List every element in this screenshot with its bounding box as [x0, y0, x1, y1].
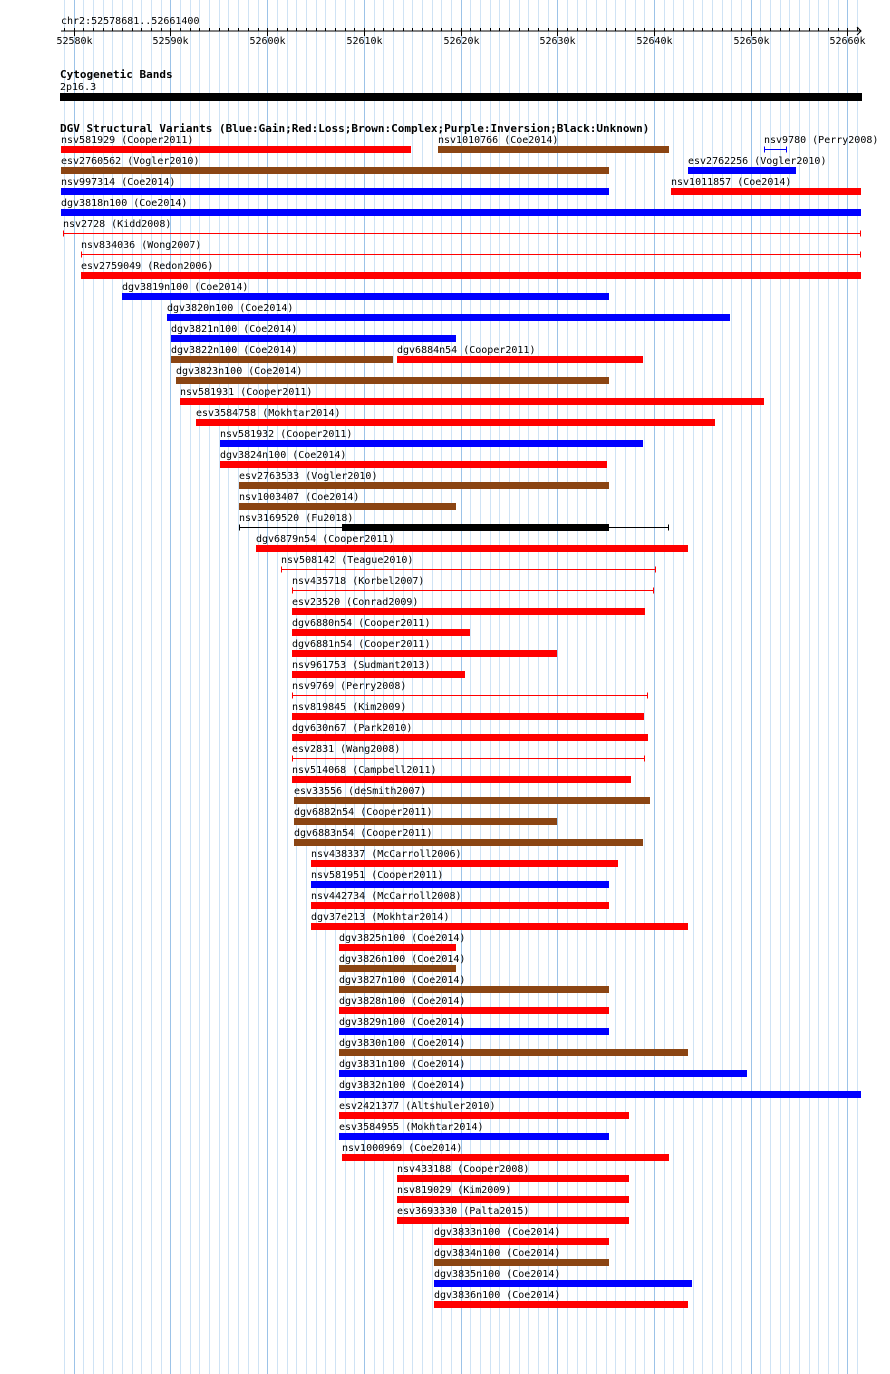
variant-label: esv2763533 (Vogler2010)	[239, 471, 378, 482]
variant-bar	[294, 818, 557, 825]
variant-bar	[339, 1112, 629, 1119]
cytoband-label: 2p16.3	[60, 82, 97, 93]
variant-label: nsv514068 (Campbell2011)	[292, 765, 437, 776]
variant-feature[interactable]	[239, 492, 456, 510]
variant-label: dgv3822n100 (Coe2014)	[171, 345, 298, 356]
variant-label: dgv630n67 (Park2010)	[292, 723, 413, 734]
variant-label: dgv6884n54 (Cooper2011)	[397, 345, 536, 356]
variant-feature[interactable]	[122, 282, 609, 300]
variant-feature[interactable]	[397, 1185, 629, 1203]
variant-feature[interactable]	[434, 1227, 609, 1245]
variant-feature[interactable]	[176, 366, 609, 384]
variant-label: dgv6882n54 (Cooper2011)	[294, 807, 433, 818]
ruler-tick-label: 52640k	[636, 36, 673, 47]
variant-bar	[292, 776, 631, 783]
variant-label: nsv581932 (Cooper2011)	[220, 429, 353, 440]
variant-label: dgv3823n100 (Coe2014)	[176, 366, 303, 377]
variant-feature[interactable]	[339, 996, 609, 1014]
variant-label: nsv581931 (Cooper2011)	[180, 387, 313, 398]
variant-feature[interactable]	[397, 1164, 629, 1182]
variant-label: dgv3832n100 (Coe2014)	[339, 1080, 466, 1091]
variant-feature[interactable]	[239, 471, 609, 489]
variant-feature[interactable]	[292, 576, 654, 594]
ruler-tick-label: 52610k	[346, 36, 383, 47]
variant-label: esv2421377 (Altshuler2010)	[339, 1101, 496, 1112]
variant-feature[interactable]	[171, 324, 456, 342]
variant-label: nsv9769 (Perry2008)	[292, 681, 407, 692]
variant-label: dgv3819n100 (Coe2014)	[122, 282, 249, 293]
variant-feature[interactable]	[434, 1269, 692, 1287]
variant-bar	[397, 1217, 629, 1224]
variant-feature[interactable]	[339, 1017, 609, 1035]
variant-label: nsv2728 (Kidd2008)	[63, 219, 172, 230]
dgv-variant-list	[61, 135, 878, 1308]
variant-label: esv2831 (Wang2008)	[292, 744, 401, 755]
variant-feature[interactable]	[292, 744, 645, 762]
variant-label: dgv37e213 (Mokhtar2014)	[311, 912, 450, 923]
variant-label: dgv3836n100 (Coe2014)	[434, 1290, 561, 1301]
variant-feature[interactable]	[339, 1080, 861, 1098]
variant-feature[interactable]	[294, 807, 557, 825]
variant-bar	[311, 902, 609, 909]
variant-label: esv2762256 (Vogler2010)	[688, 156, 827, 167]
ruler-tick-label: 52600k	[249, 36, 286, 47]
variant-feature[interactable]	[292, 660, 465, 678]
variant-bar	[167, 314, 730, 321]
variant-bar	[311, 881, 609, 888]
variant-label: nsv961753 (Sudmant2013)	[292, 660, 431, 671]
variant-label: esv3584758 (Mokhtar2014)	[196, 408, 341, 419]
variant-feature[interactable]	[438, 135, 669, 153]
variant-bar	[61, 146, 411, 153]
variant-bar	[434, 1301, 688, 1308]
variant-bar	[292, 608, 645, 615]
variant-label: nsv1011857 (Coe2014)	[671, 177, 792, 188]
variant-feature[interactable]	[434, 1290, 688, 1308]
variant-label: nsv438337 (McCarroll2006)	[311, 849, 462, 860]
variant-bar	[339, 1070, 747, 1077]
variant-label: dgv3830n100 (Coe2014)	[339, 1038, 466, 1049]
variant-bar	[61, 209, 861, 216]
variant-bar	[171, 335, 456, 342]
variant-feature[interactable]	[180, 387, 764, 405]
variant-bar	[292, 629, 470, 636]
variant-bar	[339, 1028, 609, 1035]
ruler-tick-label: 52620k	[443, 36, 480, 47]
variant-bar	[292, 734, 648, 741]
variant-label: nsv834036 (Wong2007)	[81, 240, 202, 251]
variant-bar	[339, 965, 456, 972]
variant-bar	[339, 986, 609, 993]
variant-label: nsv581929 (Cooper2011)	[61, 135, 194, 146]
variant-label: nsv435718 (Korbel2007)	[292, 576, 425, 587]
variant-bar	[122, 293, 609, 300]
variant-feature[interactable]	[339, 933, 465, 951]
variant-feature[interactable]	[256, 534, 688, 552]
variant-bar	[438, 146, 669, 153]
variant-bar	[339, 1091, 861, 1098]
variant-label: dgv3834n100 (Coe2014)	[434, 1248, 561, 1259]
ruler-tick-label: 52650k	[733, 36, 770, 47]
variant-bar	[397, 356, 643, 363]
ruler-tick-label: 52590k	[152, 36, 189, 47]
variant-feature[interactable]	[339, 1122, 609, 1140]
variant-label: nsv581951 (Cooper2011)	[311, 870, 444, 881]
variant-label: nsv9780 (Perry2008)	[764, 135, 879, 146]
variant-label: dgv3835n100 (Coe2014)	[434, 1269, 561, 1280]
variant-feature[interactable]	[688, 156, 826, 174]
variant-label: dgv3824n100 (Coe2014)	[220, 450, 347, 461]
variant-bar	[294, 839, 643, 846]
variant-label: dgv3820n100 (Coe2014)	[167, 303, 294, 314]
variant-feature[interactable]	[339, 1059, 747, 1077]
variant-bar	[292, 713, 644, 720]
variant-feature[interactable]	[171, 345, 393, 363]
variant-label: nsv819029 (Kim2009)	[397, 1185, 512, 1196]
variant-feature[interactable]	[294, 828, 643, 846]
variant-bar	[61, 167, 609, 174]
variant-label: dgv6879n54 (Cooper2011)	[256, 534, 395, 545]
variant-label: nsv433188 (Cooper2008)	[397, 1164, 530, 1175]
variant-label: dgv6880n54 (Cooper2011)	[292, 618, 431, 629]
variant-bar	[180, 398, 764, 405]
variant-bar	[339, 1133, 609, 1140]
variant-bar	[342, 524, 609, 531]
cytoband-bar[interactable]	[60, 93, 862, 101]
dgv-track-title: DGV Structural Variants (Blue:Gain;Red:Loss;Brown:Complex;Purple:Inversion;Black:Unknown)	[60, 122, 650, 135]
location-label: chr2:52578681..52661400	[61, 16, 200, 27]
variant-feature[interactable]	[339, 1101, 629, 1119]
variant-label: nsv1010766 (Coe2014)	[438, 135, 559, 146]
variant-label: dgv3828n100 (Coe2014)	[339, 996, 466, 1007]
ruler-tick-label: 52660k	[829, 36, 866, 47]
variant-bar	[339, 1049, 688, 1056]
variant-bar	[292, 671, 465, 678]
variant-label: nsv997314 (Coe2014)	[61, 177, 176, 188]
ruler-ticks	[56, 27, 865, 47]
ruler-tick-label: 52630k	[539, 36, 576, 47]
variant-label: dgv3818n100 (Coe2014)	[61, 198, 188, 209]
variant-label: nsv442734 (McCarroll2008)	[311, 891, 462, 902]
variant-feature[interactable]	[292, 702, 644, 720]
variant-label: esv23520 (Conrad2009)	[292, 597, 419, 608]
variant-feature[interactable]	[311, 870, 609, 888]
variant-bar	[239, 503, 456, 510]
variant-bar	[339, 944, 456, 951]
variant-label: dgv6883n54 (Cooper2011)	[294, 828, 433, 839]
variant-bar	[397, 1175, 629, 1182]
variant-bar	[256, 545, 688, 552]
variant-label: nsv1003407 (Coe2014)	[239, 492, 360, 503]
variant-feature[interactable]	[220, 429, 643, 447]
variant-bar	[292, 650, 557, 657]
variant-label: nsv1000969 (Coe2014)	[342, 1143, 463, 1154]
variant-bar	[688, 167, 796, 174]
variant-label: esv33556 (deSmith2007)	[294, 786, 427, 797]
variant-bar	[339, 1007, 609, 1014]
variant-feature[interactable]	[311, 891, 609, 909]
variant-feature[interactable]	[434, 1248, 609, 1266]
variant-label: esv2759049 (Redon2006)	[81, 261, 214, 272]
variant-feature[interactable]	[764, 135, 878, 153]
variant-bar	[434, 1259, 609, 1266]
variant-label: dgv3827n100 (Coe2014)	[339, 975, 466, 986]
variant-feature[interactable]	[239, 513, 669, 531]
variant-label: dgv3833n100 (Coe2014)	[434, 1227, 561, 1238]
variant-bar	[196, 419, 715, 426]
variant-bar	[294, 797, 650, 804]
variant-bar	[220, 461, 607, 468]
variant-feature[interactable]	[196, 408, 715, 426]
variant-label: nsv508142 (Teague2010)	[281, 555, 414, 566]
variant-feature[interactable]	[61, 135, 411, 153]
variant-label: nsv3169520 (Fu2018)	[239, 513, 354, 524]
variant-label: dgv3821n100 (Coe2014)	[171, 324, 298, 335]
variant-label: dgv3831n100 (Coe2014)	[339, 1059, 466, 1070]
variant-bar	[397, 1196, 629, 1203]
variant-label: esv3584955 (Mokhtar2014)	[339, 1122, 484, 1133]
variant-feature[interactable]	[311, 849, 618, 867]
variant-bar	[434, 1238, 609, 1245]
variant-feature[interactable]	[339, 975, 609, 993]
variant-feature[interactable]	[281, 555, 656, 573]
variant-bar	[176, 377, 609, 384]
variant-label: dgv3825n100 (Coe2014)	[339, 933, 466, 944]
variant-label: dgv6881n54 (Cooper2011)	[292, 639, 431, 650]
variant-feature[interactable]	[167, 303, 730, 321]
variant-bar	[342, 1154, 669, 1161]
variant-feature[interactable]	[292, 618, 470, 636]
variant-bar	[239, 482, 609, 489]
variant-feature[interactable]	[339, 954, 465, 972]
variant-bar	[671, 188, 861, 195]
variant-label: esv3693330 (Palta2015)	[397, 1206, 530, 1217]
variant-label: dgv3829n100 (Coe2014)	[339, 1017, 466, 1028]
variant-feature[interactable]	[292, 639, 557, 657]
variant-bar	[220, 440, 643, 447]
variant-feature[interactable]	[397, 1206, 629, 1224]
variant-bar	[311, 923, 688, 930]
variant-label: nsv819845 (Kim2009)	[292, 702, 407, 713]
variant-label: esv2760562 (Vogler2010)	[61, 156, 200, 167]
ruler-tick-label: 52580k	[56, 36, 93, 47]
variant-feature[interactable]	[342, 1143, 669, 1161]
cytoband-title: Cytogenetic Bands	[60, 68, 173, 81]
variant-bar	[171, 356, 393, 363]
variant-label: dgv3826n100 (Coe2014)	[339, 954, 466, 965]
variant-bar	[311, 860, 618, 867]
variant-feature[interactable]	[292, 597, 645, 615]
variant-bar	[81, 272, 861, 279]
variant-feature[interactable]	[671, 177, 861, 195]
variant-bar	[434, 1280, 692, 1287]
variant-bar	[61, 188, 609, 195]
